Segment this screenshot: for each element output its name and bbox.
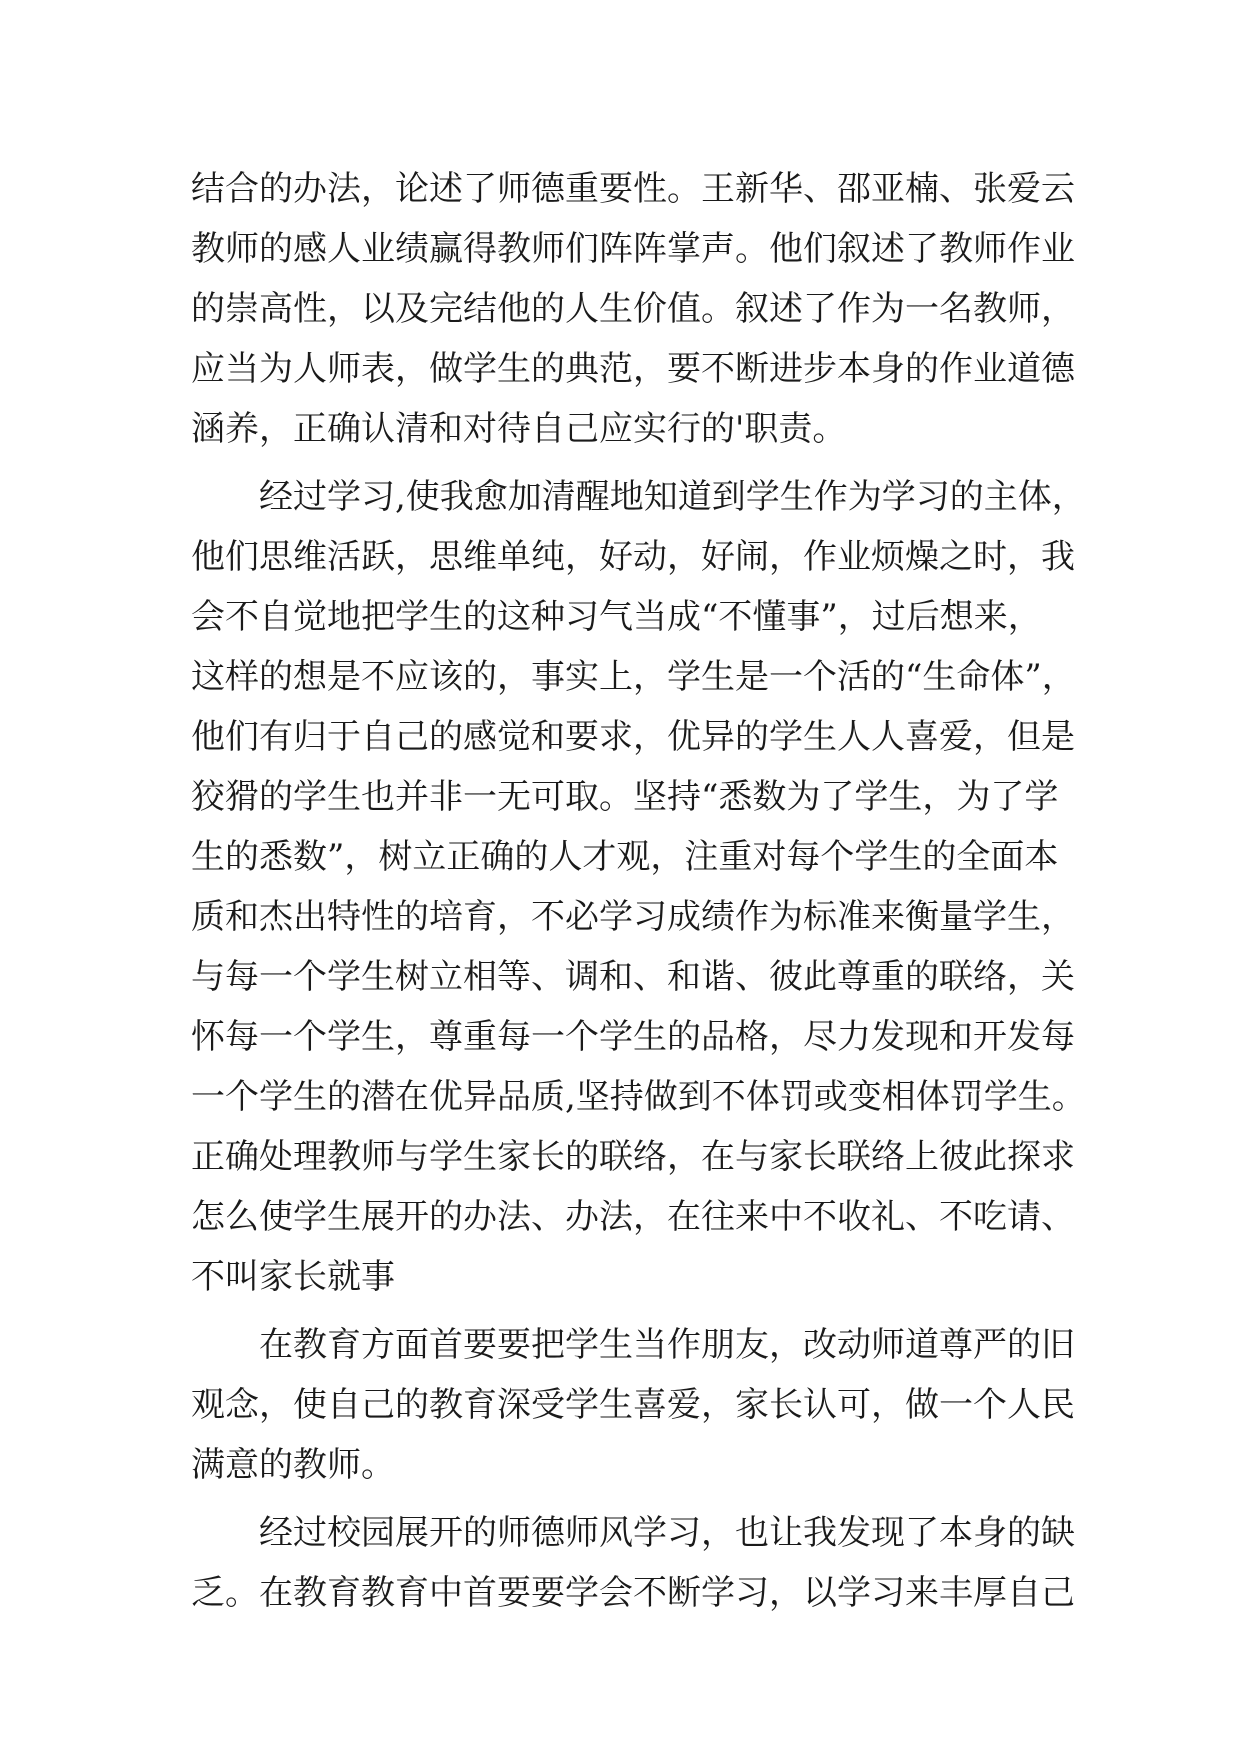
text-line: 会不自觉地把学生的这种习气当成“不懂事”，过后想来， xyxy=(191,597,1042,637)
text-line: 他们思维活跃，思维单纯，好动，好闹，作业烦燥之时，我 xyxy=(191,537,1075,577)
text-line: 生的悉数”，树立正确的人才观，注重对每个学生的全面本 xyxy=(191,837,1059,877)
text-line: 怎么使学生展开的办法、办法，在往来中不收礼、不吃请、 xyxy=(191,1197,1075,1237)
text-line: 质和杰出特性的培育，不必学习成绩作为标准来衡量学生， xyxy=(191,897,1075,937)
text-line: 观念，使自己的教育深受学生喜爱，家长认可，做一个人民 xyxy=(191,1385,1075,1425)
text-line: 涵养，正确认清和对待自己应实行的'职责。 xyxy=(191,409,847,449)
text-line: 与每一个学生树立相等、调和、和谐、彼此尊重的联络，关 xyxy=(191,957,1075,997)
text-line: 在教育方面首要要把学生当作朋友，改动师道尊严的旧 xyxy=(259,1325,1075,1365)
text-line: 教师的感人业绩赢得教师们阵阵掌声。他们叙述了教师作业 xyxy=(191,229,1075,269)
text-line: 他们有归于自己的感觉和要求，优异的学生人人喜爱，但是 xyxy=(191,717,1075,757)
text-line: 狡猾的学生也并非一无可取。坚持“悉数为了学生，为了学 xyxy=(191,777,1059,817)
text-line: 一个学生的潜在优异品质,坚持做到不体罚或变相体罚学生。 xyxy=(191,1077,1086,1117)
text-line: 乏。在教育教育中首要要学会不断学习，以学习来丰厚自己 xyxy=(191,1573,1075,1613)
document-body xyxy=(191,159,1086,1623)
text-line: 结合的办法，论述了师德重要性。王新华、邵亚楠、张爱云 xyxy=(191,169,1075,209)
paragraph-1 xyxy=(191,159,1075,459)
text-line: 正确处理教师与学生家长的联络，在与家长联络上彼此探求 xyxy=(191,1137,1075,1177)
paragraph-3 xyxy=(191,1315,1075,1495)
text-line: 经过校园展开的师德师风学习，也让我发现了本身的缺 xyxy=(259,1513,1075,1553)
text-line: 怀每一个学生，尊重每一个学生的品格，尽力发现和开发每 xyxy=(191,1017,1075,1057)
text-line: 满意的教师。 xyxy=(191,1445,395,1485)
text-line: 经过学习,使我愈加清醒地知道到学生作为学习的主体， xyxy=(259,477,1086,517)
paragraph-2 xyxy=(191,467,1086,1307)
text-line: 不叫家长就事 xyxy=(191,1257,395,1297)
paragraph-4 xyxy=(191,1503,1075,1623)
text-line: 这样的想是不应该的，事实上，学生是一个活的“生命体”， xyxy=(191,657,1076,697)
text-line: 应当为人师表，做学生的典范，要不断进步本身的作业道德 xyxy=(191,349,1075,389)
text-line: 的崇高性，以及完结他的人生价值。叙述了作为一名教师， xyxy=(191,289,1075,329)
